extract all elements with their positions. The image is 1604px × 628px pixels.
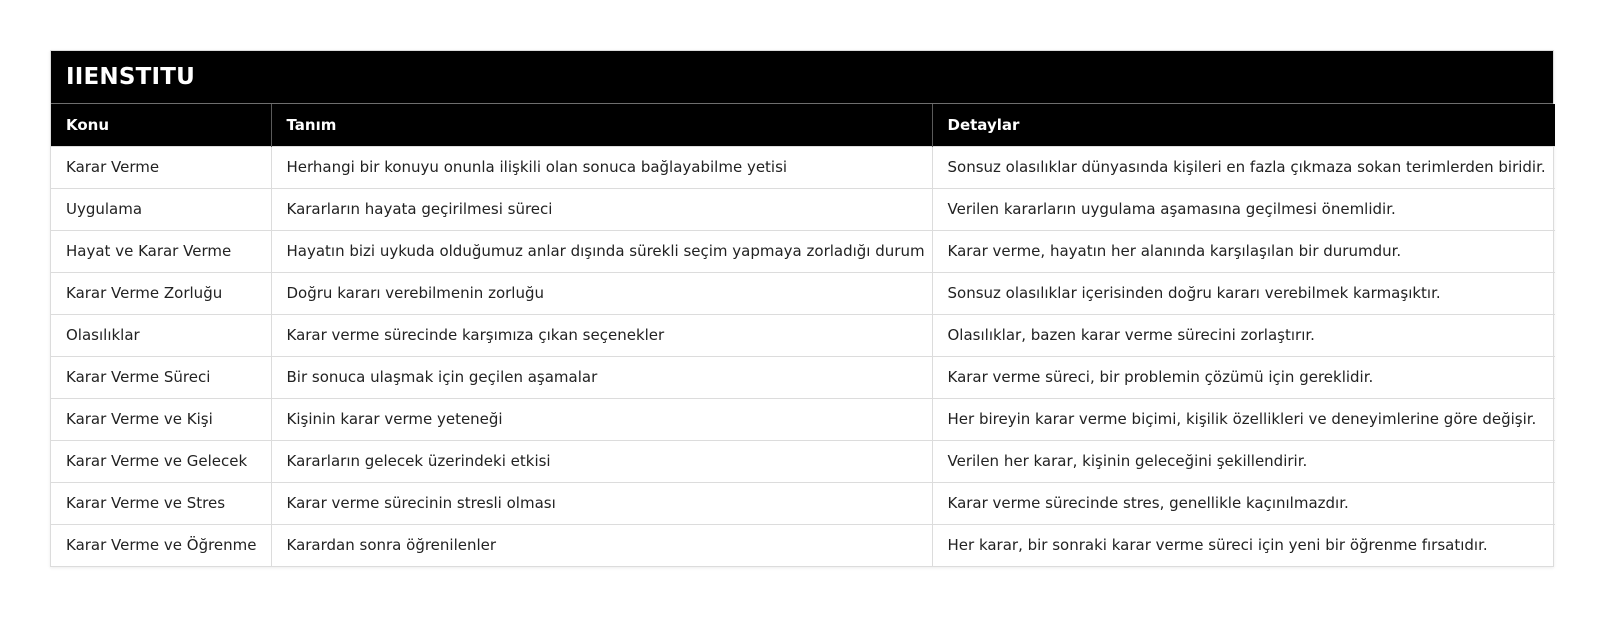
column-header-tanim: Tanım — [271, 104, 932, 146]
table-row — [51, 230, 1555, 272]
cell-konu: Karar Verme Zorluğu — [51, 272, 271, 314]
table-row — [51, 356, 1555, 398]
table-row — [51, 188, 1555, 230]
cell-konu: Karar Verme ve Kişi — [51, 398, 271, 440]
cell-detaylar: Karar verme süreci, bir problemin çözümü için gereklidir. — [947, 368, 1374, 386]
cell-konu: Karar Verme ve Stres — [51, 482, 271, 524]
brand-header — [51, 51, 1553, 104]
cell-detaylar: Verilen her karar, kişinin geleceğini şekillendirir. — [947, 452, 1308, 470]
table-row — [51, 440, 1555, 482]
cell-detaylar: Sonsuz olasılıklar dünyasında kişileri en fazla çıkmaza sokan terimlerden biridir. — [947, 158, 1546, 176]
table-row — [51, 272, 1555, 314]
cell-detaylar: Her bireyin karar verme biçimi, kişilik özellikleri ve deneyimlerine göre değişir. — [947, 410, 1537, 428]
cell-konu: Uygulama — [51, 188, 271, 230]
cell-tanim: Doğru kararı verebilmenin zorluğu — [271, 272, 932, 314]
cell-konu: Karar Verme ve Öğrenme — [51, 524, 271, 566]
cell-detaylar: Karar verme sürecinde stres, genellikle kaçınılmazdır. — [947, 494, 1349, 512]
cell-tanim: Karar verme sürecinin stresli olması — [271, 482, 932, 524]
cell-tanim: Bir sonuca ulaşmak için geçilen aşamalar — [271, 356, 932, 398]
table-row — [51, 314, 1555, 356]
cell-tanim: Karar verme sürecinde karşımıza çıkan seçenekler — [271, 314, 932, 356]
table-row — [51, 398, 1555, 440]
cell-detaylar: Verilen kararların uygulama aşamasına geçilmesi önemlidir. — [947, 200, 1396, 218]
cell-konu: Karar Verme Süreci — [51, 356, 271, 398]
cell-detaylar: Olasılıklar, bazen karar verme sürecini zorlaştırır. — [947, 326, 1315, 344]
cell-konu: Karar Verme — [51, 146, 271, 188]
cell-tanim: Herhangi bir konuyu onunla ilişkili olan sonuca bağlayabilme yetisi — [271, 146, 932, 188]
table-row — [51, 146, 1555, 188]
table-row — [51, 524, 1555, 566]
cell-detaylar: Karar verme, hayatın her alanında karşılaşılan bir durumdur. — [947, 242, 1402, 260]
cell-konu: Olasılıklar — [51, 314, 271, 356]
cell-konu: Karar Verme ve Gelecek — [51, 440, 271, 482]
data-table-card — [50, 50, 1554, 567]
table-header-row — [51, 104, 1555, 146]
table-row — [51, 482, 1555, 524]
cell-konu: Hayat ve Karar Verme — [51, 230, 271, 272]
cell-detaylar: Her karar, bir sonraki karar verme süreci için yeni bir öğrenme fırsatıdır. — [947, 536, 1488, 555]
cell-tanim: Kararların gelecek üzerindeki etkisi — [271, 440, 932, 482]
data-table — [51, 104, 1555, 566]
cell-tanim: Kararların hayata geçirilmesi süreci — [271, 188, 932, 230]
cell-detaylar: Sonsuz olasılıklar içerisinden doğru kararı verebilmek karmaşıktır. — [947, 284, 1441, 302]
cell-tanim: Kişinin karar verme yeteneği — [271, 398, 932, 440]
cell-tanim: Karardan sonra öğrenilenler — [271, 524, 932, 566]
cell-tanim: Hayatın bizi uykuda olduğumuz anlar dışında sürekli seçim yapmaya zorladığı durum — [271, 230, 932, 272]
column-header-konu: Konu — [51, 104, 271, 146]
column-header-detaylar: Detaylar — [947, 115, 1020, 134]
brand-title: IIENSTITU — [66, 64, 196, 90]
